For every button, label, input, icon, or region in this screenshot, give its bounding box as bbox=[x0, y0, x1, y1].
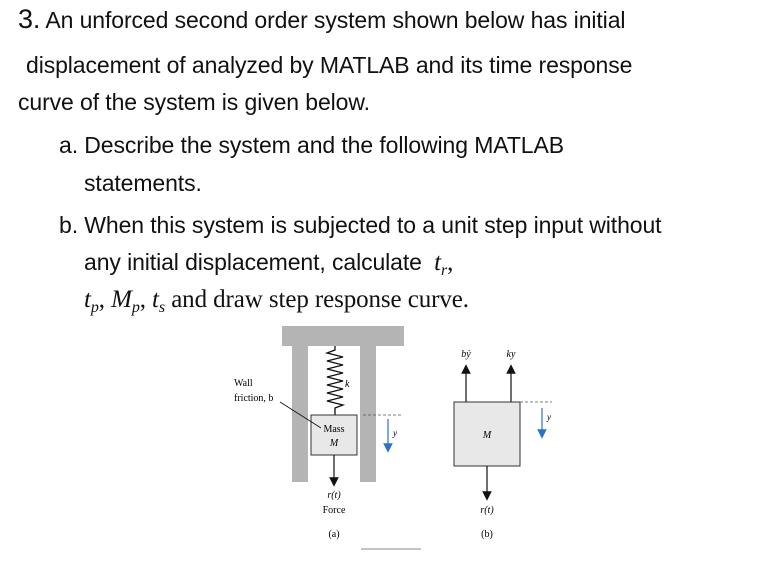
rise-time-symbol: $t_r$, bbox=[434, 249, 454, 279]
part-a-text-line-2: statements. bbox=[84, 170, 202, 196]
mass-label-a: Mass bbox=[323, 424, 345, 435]
part-a-text-line-1: Describe the system and the following MATLAB bbox=[84, 132, 564, 158]
input-label-a: r(t) bbox=[327, 490, 341, 501]
right-wall bbox=[360, 346, 376, 482]
part-a-line-1 bbox=[59, 132, 564, 159]
spring bbox=[327, 346, 343, 415]
peak-time-t: t bbox=[84, 286, 91, 313]
mass-symbol-a: M bbox=[329, 438, 339, 449]
part-a-label: a. bbox=[59, 132, 78, 158]
caption-b: (b) bbox=[481, 529, 493, 540]
question-line-3 bbox=[18, 89, 370, 116]
question-line-1 bbox=[18, 4, 625, 35]
wall-friction-label-2: friction, b bbox=[234, 393, 274, 404]
overshoot-sub: p bbox=[131, 299, 140, 316]
overshoot-m: M bbox=[111, 286, 132, 313]
force-label: Force bbox=[322, 505, 346, 516]
spring-k-label: k bbox=[345, 379, 350, 390]
part-b-text-line-1: When this system is subjected to a unit step input without bbox=[84, 212, 662, 238]
question-text-line-2: displacement of analyzed by MATLAB and its time response bbox=[26, 52, 633, 78]
part-b-line-2 bbox=[84, 249, 453, 280]
ceiling bbox=[282, 326, 404, 346]
displacement-y-label-a: y bbox=[393, 428, 397, 438]
part-b-text-line-2: any initial displacement, calculate bbox=[84, 249, 422, 275]
mass-symbol-b: M bbox=[482, 430, 492, 441]
caption-a: (a) bbox=[328, 529, 340, 540]
rise-time-t: t bbox=[434, 249, 442, 276]
question-number: 3. bbox=[18, 4, 41, 34]
mass-spring-damper-figure bbox=[226, 324, 556, 556]
input-label-b: r(t) bbox=[480, 505, 494, 516]
left-wall bbox=[292, 346, 308, 482]
question-text-line-3: curve of the system is given below. bbox=[18, 89, 370, 115]
settling-time-sub: s bbox=[158, 299, 166, 316]
wall-friction-label: Wall bbox=[234, 378, 253, 389]
part-b-text-line-3: and draw step response curve. bbox=[171, 286, 469, 313]
question-text-line-1: An unforced second order system shown below has initial bbox=[45, 7, 626, 33]
settling-time-t: t bbox=[152, 286, 159, 313]
part-b-line-1 bbox=[59, 212, 661, 239]
question-line-2 bbox=[26, 52, 632, 79]
peak-time-sub: p bbox=[90, 299, 99, 316]
part-b-label: b. bbox=[59, 212, 78, 238]
damper-force-label: bẏ bbox=[461, 349, 471, 360]
mass-block-a bbox=[311, 415, 357, 455]
spring-force-label: ky bbox=[506, 349, 516, 360]
part-a-line-2 bbox=[84, 170, 202, 197]
displacement-y-label-b: y bbox=[547, 412, 551, 422]
part-b-line-3: $t_p$, $M_p$, $t_s$ and draw step response curve. bbox=[84, 286, 469, 316]
rise-time-sub: r bbox=[441, 262, 448, 279]
